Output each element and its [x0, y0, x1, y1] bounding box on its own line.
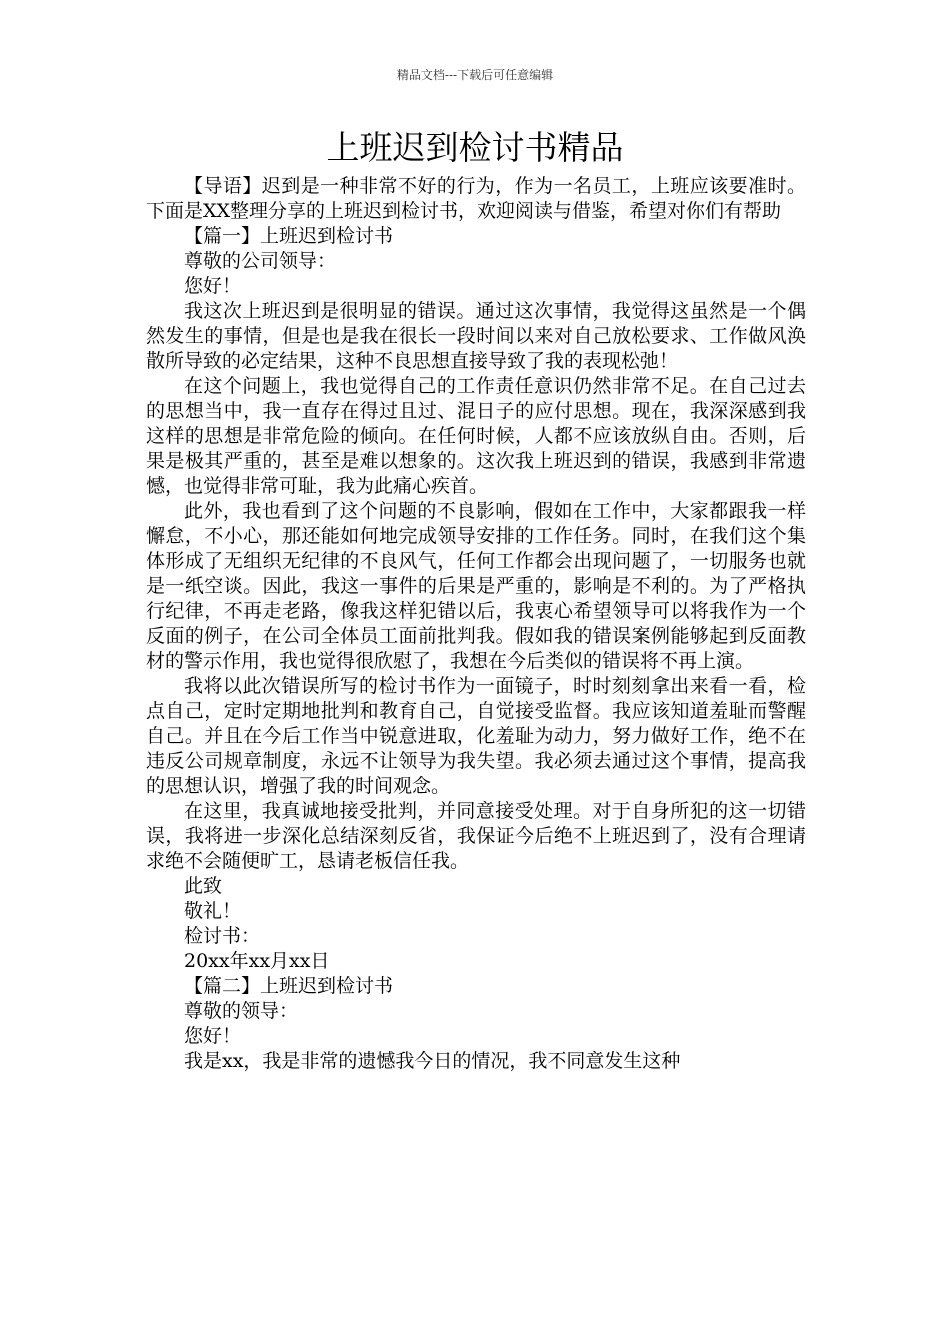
- paragraph: 在这里，我真诚地接受批判，并同意接受处理。对于自身所犯的这一切错误，我将进一步深化总结深刻反省，我保证今后绝不上班迟到了，没有合理请求绝不会随便旷工，恳请老板信任我。: [146, 800, 806, 872]
- section-heading-2: 【篇二】上班迟到检讨书: [184, 975, 394, 997]
- header-note: 精品文档---下载后可任意编辑: [396, 68, 554, 82]
- signature-label: 检讨书：: [184, 925, 261, 947]
- salutation: 尊敬的领导：: [184, 1000, 299, 1022]
- salutation: 尊敬的公司领导：: [184, 250, 337, 272]
- date-line: 20xx年xx月xx日: [184, 950, 330, 972]
- paragraph: 在这个问题上，我也觉得自己的工作责任意识仍然非常不足。在自己过去的思想当中，我一直存在得过且过、混日子的应付思想。现在，我深深感到我这样的思想是非常危险的倾向。在任何时候，人都不应该放纵自由。否则，后果是极其严重的，甚至是难以想象的。这次我上班迟到的错误，我感到非常遗憾，也觉得非常可耻，我为此痛心疾首。: [146, 375, 806, 497]
- section-heading-1: 【篇一】上班迟到检讨书: [184, 225, 394, 247]
- closing-salute: 敬礼！: [184, 900, 242, 922]
- paragraph-intro: 【导语】迟到是一种非常不好的行为，作为一名员工，上班应该要准时。下面是XX整理分享的上班迟到检讨书，欢迎阅读与借鉴，希望对你们有帮助: [146, 175, 806, 222]
- document-body: [146, 174, 806, 1074]
- paragraph: 我将以此次错误所写的检讨书作为一面镜子，时时刻刻拿出来看一看，检点自己，定时定期地批判和教育自己，自觉接受监督。我应该知道羞耻而警醒自己。并且在今后工作当中锐意进取，化羞耻为动力，努力做好工作，绝不在违反公司规章制度，永远不让领导为我失望。我必须去通过这个事情，提高我的思想认识，增强了我的时间观念。: [146, 675, 806, 797]
- paragraph: 此外，我也看到了这个问题的不良影响，假如在工作中，大家都跟我一样懈怠，不小心，那还能如何地完成领导安排的工作任务。同时，在我们这个集体形成了无组织无纪律的不良风气，任何工作都会出现问题了，一切服务也就是一纸空谈。因此，我这一事件的后果是严重的，影响是不利的。为了严格执行纪律，不再走老路，像我这样犯错以后，我衷心希望领导可以将我作为一个反面的例子，在公司全体员工面前批判我。假如我的错误案例能够起到反面教材的警示作用，我也觉得很欣慰了，我想在今后类似的错误将不再上演。: [146, 500, 806, 672]
- paragraph: 我是xx，我是非常的遗憾我今日的情况，我不同意发生这种: [184, 1050, 681, 1072]
- greeting: 您好！: [184, 1025, 242, 1047]
- paragraph: 我这次上班迟到是很明显的错误。通过这次事情，我觉得这虽然是一个偶然发生的事情，但是也是我在很长一段时间以来对自己放松要求、工作做风涣散所导致的必定结果，这种不良思想直接导致了我的表现松弛！: [146, 300, 806, 372]
- greeting: 您好！: [184, 275, 242, 297]
- document-title: 上班迟到检讨书精品: [326, 128, 624, 167]
- closing-line: 此致: [184, 875, 223, 897]
